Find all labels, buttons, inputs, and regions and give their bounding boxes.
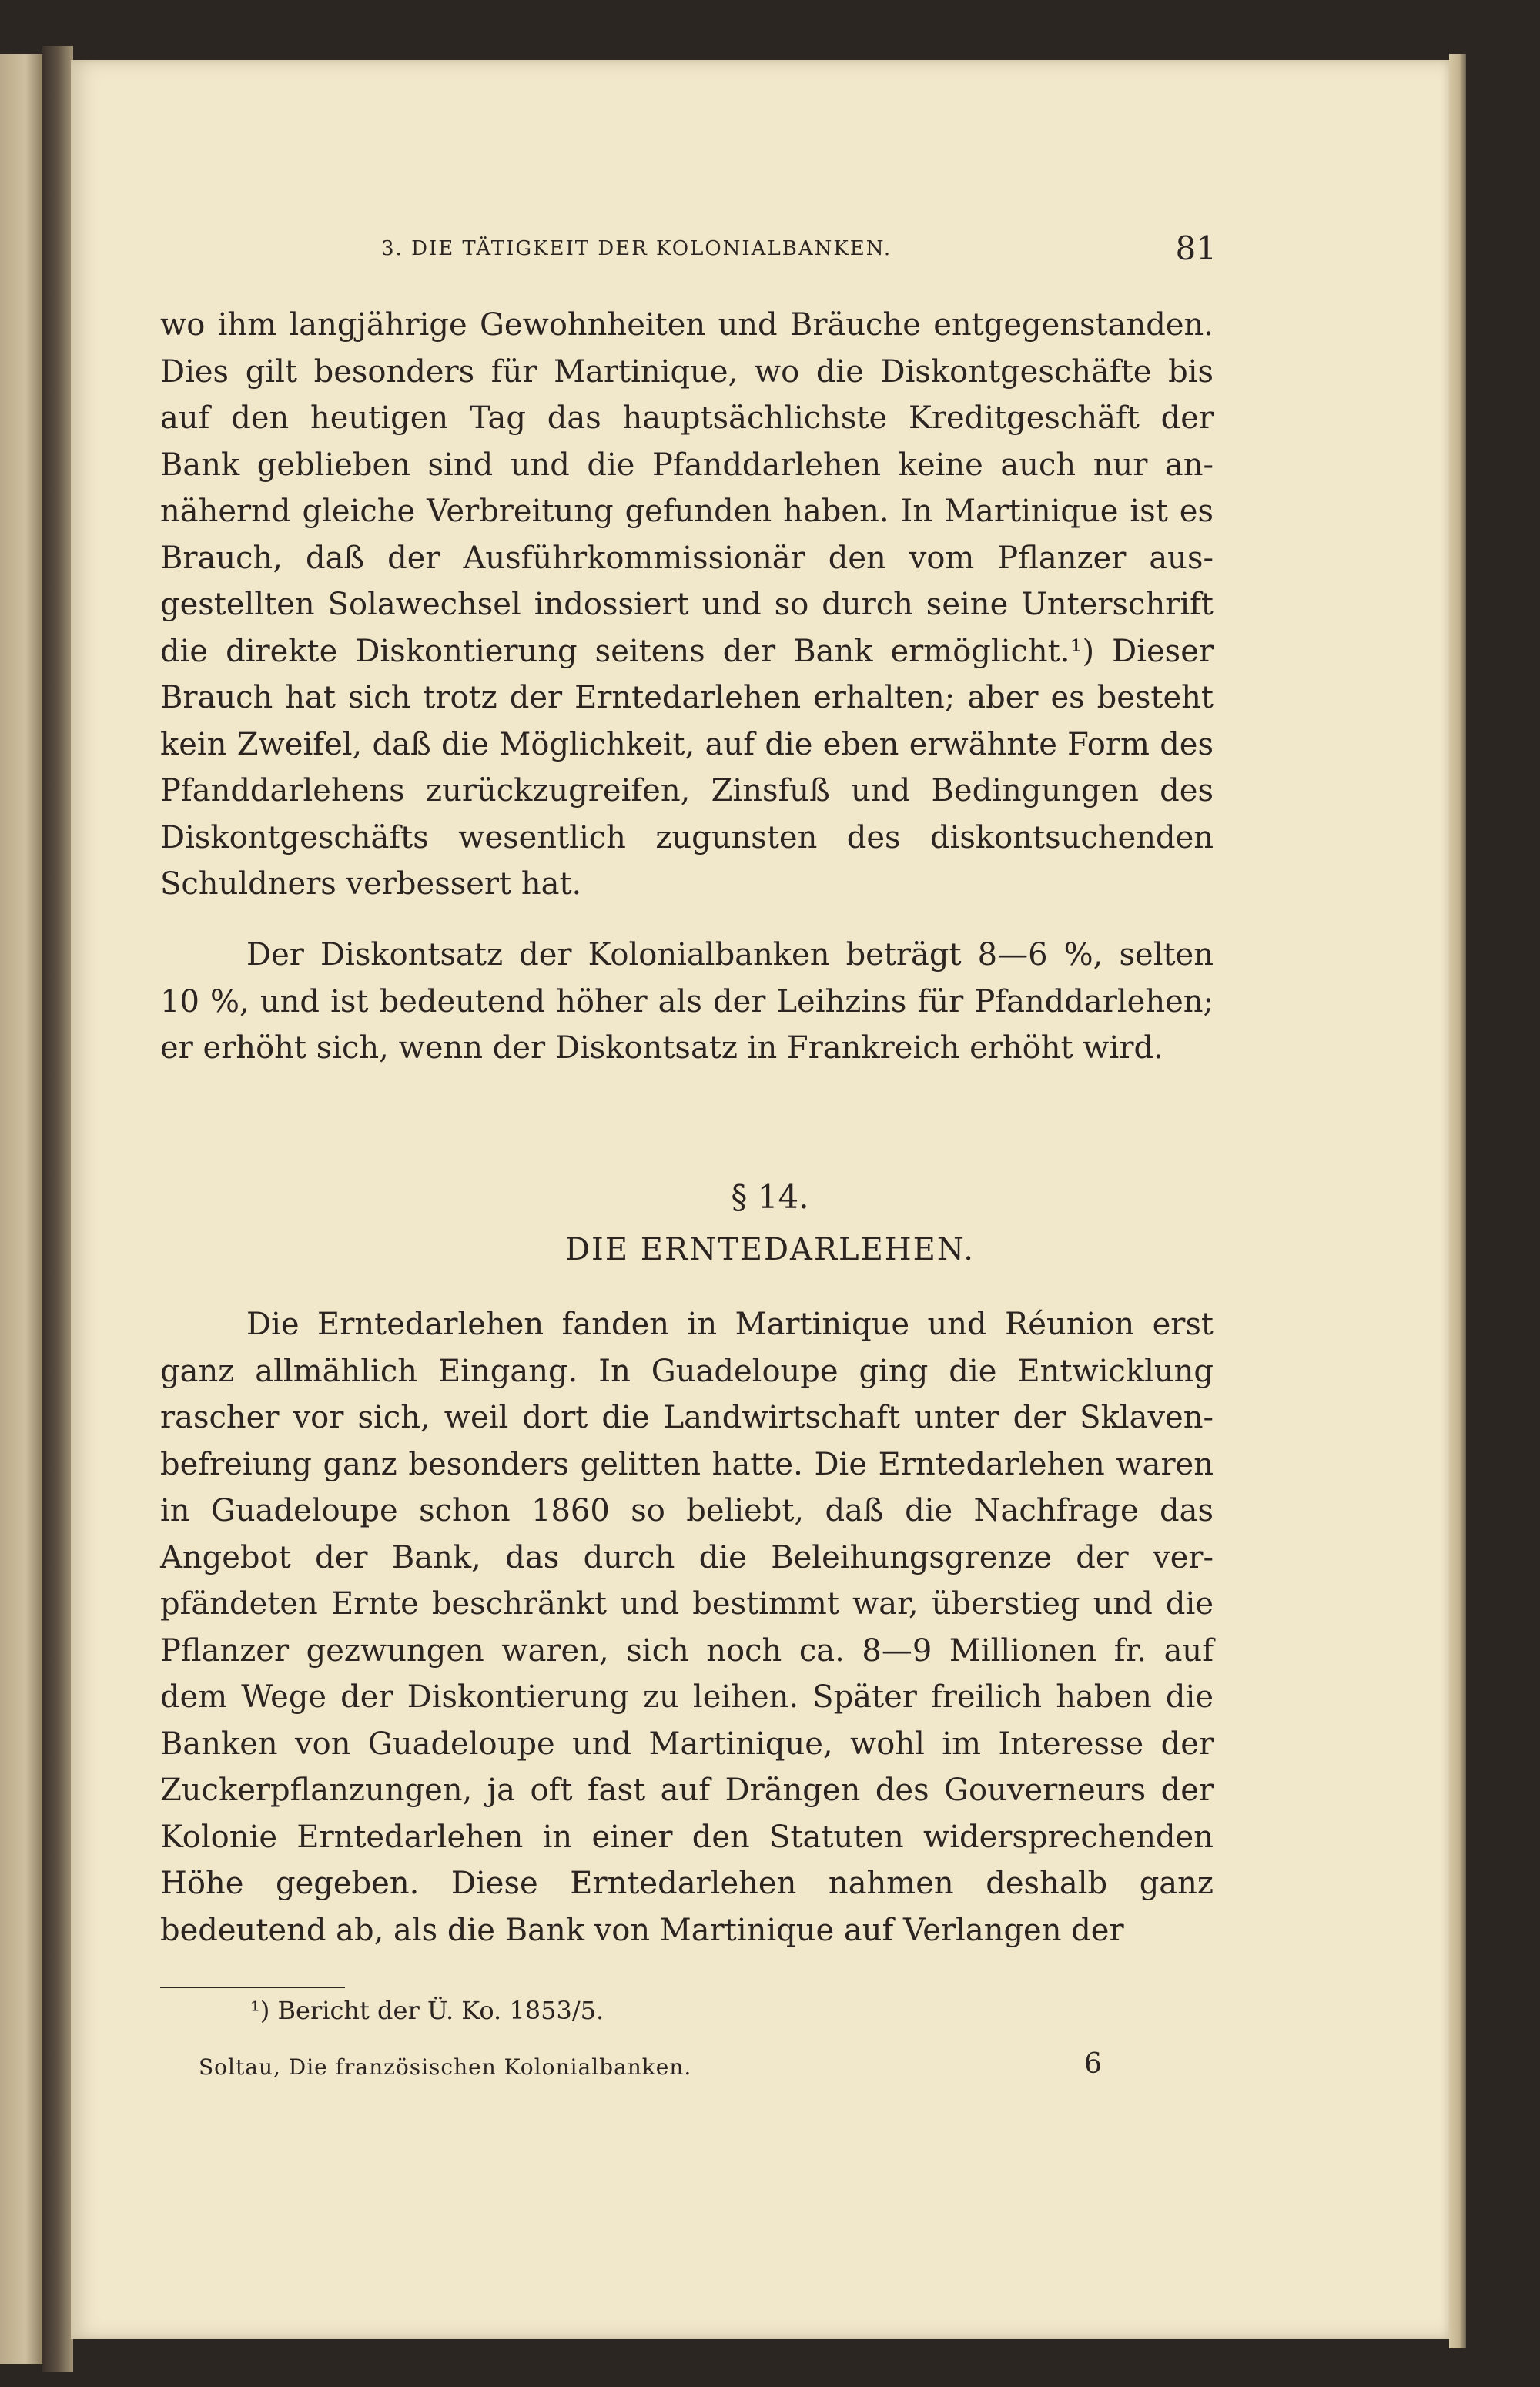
section-number: § 14. [731,1178,809,1216]
paragraph-3: Die Erntedarlehen fanden in Martinique und Réunion erst ganz allmählich Eingang. In Guadeloupe ging die Entwicklung rascher vor sich, weil dort die Landwirtschaft unter der Sklavenbefreiung ganz besonders gelitten hatte. Die Erntedarlehen waren in Guadeloupe schon 1860 so beliebt, daß die Nachfrage das Angebot der Bank, das durch die Beleihungsgrenze der verpfändeten Ernte beschränkt und bestimmt war, überstieg und die Pflanzer gezwungen waren, sich noch ca. 8—9 Millionen fr. auf dem Wege der Diskontierung zu leihen. Später freilich haben die Banken von Guadeloupe und Martinique, wohl im Interesse der Zuckerpflanzungen, ja oft fast auf Drängen des Gouverneurs der Kolonie Erntedarlehen in einer den Statuten widersprechenden Höhe gegeben. Diese Erntedarlehen nahmen deshalb ganz bedeutend ab, als die Bank von Martinique auf Verlangen der [160,1307,1214,1948]
page-number: 81 [1175,229,1217,267]
running-head-title: 3. DIE TÄTIGKEIT DER KOLONIALBANKEN. [381,237,892,260]
paragraph-2: Der Diskontsatz der Kolonialbanken beträgt 8—6 %, selten 10 %, und ist bedeutend höher als der Leihzins für Pfanddarlehen; er erhöht sich, wenn der Diskontsatz in Frankreich erhöht wird. [160,937,1214,1066]
signature-number: 6 [1084,2048,1102,2080]
running-head [231,229,1217,270]
footnote: ¹) Bericht der Ü. Ko. 1853/5. [250,1996,604,2025]
section-title: DIE ERNTEDARLEHEN. [564,1232,976,1267]
paragraph-1: wo ihm langjährige Gewohnheiten und Bräuche entgegenstanden. Dies gilt besonders für Martinique, wo die Diskontgeschäfte bis auf den heutigen Tag das hauptsächlichste Kreditgeschäft der Bank geblieben sind und die Pfanddarlehen keine auch nur annähernd gleiche Verbreitung gefunden haben. In Martinique ist es Brauch, daß der Ausführkommissionär den vom Pflanzer ausgestellten Solawechsel indossiert und so durch seine Unterschrift die direkte Diskontierung seitens der Bank ermöglicht.¹) Dieser Brauch hat sich trotz der Erntedarlehen erhalten; aber es besteht kein Zweifel, daß die Möglichkeit, auf die eben erwähnte Form des Pfanddarlehens zurückzugreifen, Zinsfuß und Bedingungen des Diskontgeschäfts wesentlich zugunsten des diskontsuchenden Schuldners verbessert hat. [160,307,1214,902]
signature-line: Soltau, Die französischen Kolonialbanken. [199,2054,692,2080]
footnote-rule [160,1987,345,1988]
